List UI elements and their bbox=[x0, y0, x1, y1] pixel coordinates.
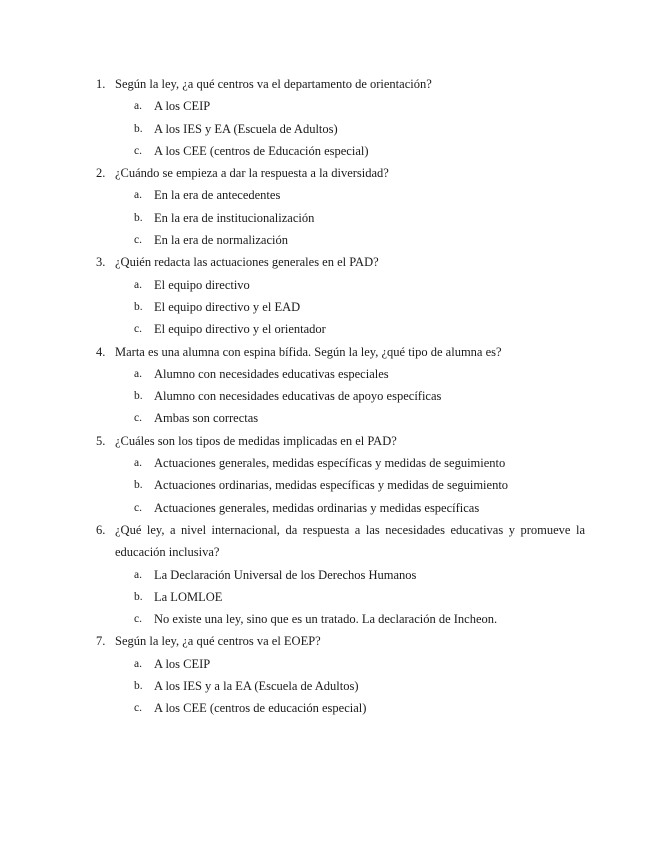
option-text: Ambas son correctas bbox=[154, 411, 259, 426]
option-letter: a. bbox=[134, 568, 142, 581]
option-a bbox=[0, 274, 655, 296]
option-letter: b. bbox=[134, 211, 143, 224]
option-letter: c. bbox=[134, 501, 142, 514]
option-letter: a. bbox=[134, 278, 142, 291]
question-text: Marta es una alumna con espina bífida. Según la ley, ¿qué tipo de alumna es? bbox=[115, 344, 502, 359]
option-text: Alumno con necesidades educativas especiales bbox=[154, 366, 389, 381]
option-text: En la era de antecedentes bbox=[154, 188, 281, 203]
option-a bbox=[0, 564, 655, 586]
option-text: A los CEIP bbox=[154, 656, 211, 671]
question-5-options bbox=[0, 452, 655, 519]
option-c bbox=[0, 407, 655, 429]
option-text: El equipo directivo y el orientador bbox=[154, 322, 326, 337]
option-c bbox=[0, 497, 655, 519]
option-letter: b. bbox=[134, 680, 143, 693]
question-7-options bbox=[0, 653, 655, 720]
option-c bbox=[0, 318, 655, 340]
question-number: 4. bbox=[96, 344, 106, 359]
question-5 bbox=[0, 430, 655, 452]
option-a bbox=[0, 363, 655, 385]
option-text: A los CEE (centros de educación especial) bbox=[154, 701, 367, 716]
option-text: En la era de institucionalización bbox=[154, 210, 315, 225]
question-text: ¿Qué ley, a nivel internacional, da respuesta a las necesidades educativas y promueve la educación inclusiva? bbox=[115, 522, 585, 560]
question-4-options bbox=[0, 363, 655, 430]
option-text: La Declaración Universal de los Derechos Humanos bbox=[154, 567, 417, 582]
question-number: 2. bbox=[96, 166, 106, 181]
option-letter: c. bbox=[134, 234, 142, 247]
option-text: El equipo directivo bbox=[154, 277, 250, 292]
option-text: La LOMLOE bbox=[154, 589, 223, 604]
option-letter: b. bbox=[134, 122, 143, 135]
option-b bbox=[0, 207, 655, 229]
question-text: ¿Cuándo se empieza a dar la respuesta a la diversidad? bbox=[115, 166, 389, 181]
option-text: En la era de normalización bbox=[154, 233, 288, 248]
question-1-options bbox=[0, 95, 655, 162]
option-b bbox=[0, 675, 655, 697]
option-text: Actuaciones ordinarias, medidas específicas y medidas de seguimiento bbox=[154, 478, 509, 493]
question-4 bbox=[0, 341, 655, 363]
option-a bbox=[0, 653, 655, 675]
option-b bbox=[0, 586, 655, 608]
question-1 bbox=[0, 73, 655, 95]
question-7 bbox=[0, 630, 655, 652]
question-number: 7. bbox=[96, 634, 106, 649]
option-text: A los IES y EA (Escuela de Adultos) bbox=[154, 121, 338, 136]
option-letter: a. bbox=[134, 457, 142, 470]
question-3-options bbox=[0, 274, 655, 341]
option-b bbox=[0, 474, 655, 496]
option-b bbox=[0, 118, 655, 140]
option-letter: a. bbox=[134, 100, 142, 113]
option-text: Actuaciones generales, medidas ordinarias y medidas específicas bbox=[154, 500, 480, 515]
option-a bbox=[0, 452, 655, 474]
option-letter: c. bbox=[134, 412, 142, 425]
question-text: ¿Quién redacta las actuaciones generales en el PAD? bbox=[115, 255, 379, 270]
option-text: Actuaciones generales, medidas específicas y medidas de seguimiento bbox=[154, 456, 506, 471]
option-letter: a. bbox=[134, 657, 142, 670]
option-letter: c. bbox=[134, 702, 142, 715]
question-6 bbox=[0, 519, 655, 564]
option-text: A los CEE (centros de Educación especial) bbox=[154, 143, 369, 158]
option-letter: a. bbox=[134, 367, 142, 380]
question-text: ¿Cuáles son los tipos de medidas implicadas en el PAD? bbox=[115, 433, 397, 448]
option-text: Alumno con necesidades educativas de apoyo específicas bbox=[154, 389, 442, 404]
question-number: 5. bbox=[96, 433, 106, 448]
question-6-options bbox=[0, 564, 655, 631]
option-letter: a. bbox=[134, 189, 142, 202]
option-text: A los IES y a la EA (Escuela de Adultos) bbox=[154, 679, 359, 694]
option-b bbox=[0, 296, 655, 318]
question-number: 6. bbox=[96, 522, 106, 537]
question-2 bbox=[0, 162, 655, 184]
question-text: Según la ley, ¿a qué centros va el departamento de orientación? bbox=[115, 77, 432, 91]
option-letter: b. bbox=[134, 479, 143, 492]
option-letter: c. bbox=[134, 323, 142, 336]
option-text: No existe una ley, sino que es un tratado. La declaración de Incheon. bbox=[154, 612, 498, 627]
question-3 bbox=[0, 251, 655, 273]
option-c bbox=[0, 140, 655, 162]
option-a bbox=[0, 95, 655, 117]
option-c bbox=[0, 697, 655, 719]
document-page bbox=[0, 73, 655, 720]
option-letter: c. bbox=[134, 613, 142, 626]
option-c bbox=[0, 229, 655, 251]
option-letter: b. bbox=[134, 300, 143, 313]
option-text: El equipo directivo y el EAD bbox=[154, 299, 301, 314]
question-number: 1. bbox=[96, 77, 106, 91]
option-letter: b. bbox=[134, 590, 143, 603]
question-text: Según la ley, ¿a qué centros va el EOEP? bbox=[115, 634, 321, 649]
option-a bbox=[0, 184, 655, 206]
option-letter: c. bbox=[134, 144, 142, 157]
option-text: A los CEIP bbox=[154, 99, 211, 114]
question-number: 3. bbox=[96, 255, 106, 270]
option-c bbox=[0, 608, 655, 630]
option-letter: b. bbox=[134, 390, 143, 403]
option-b bbox=[0, 385, 655, 407]
question-2-options bbox=[0, 184, 655, 251]
